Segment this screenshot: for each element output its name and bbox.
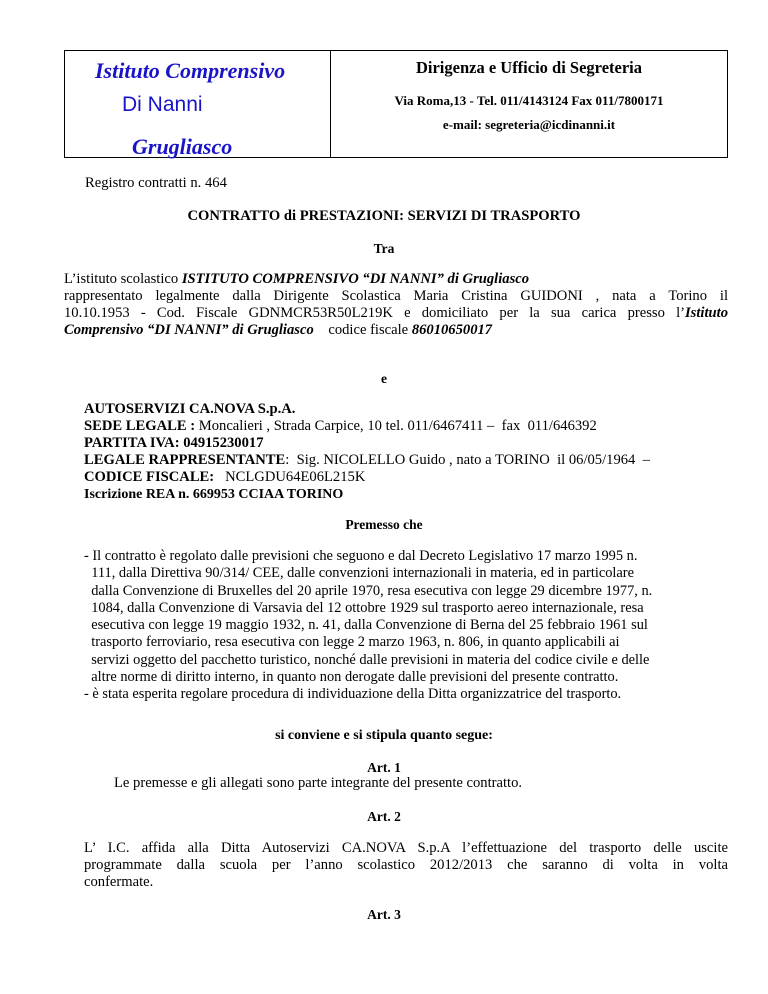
rea-registration: Iscrizione REA n. 669953 CCIAA TORINO — [84, 487, 344, 502]
premesse-line: - Il contratto è regolato dalle previsioni che seguono e dal Decreto Legislativo 17 marzo 1995 n. — [84, 548, 638, 564]
premesse-line: - è stata esperita regolare procedura di individuazione della Ditta organizzatrice del trasporto. — [84, 686, 622, 703]
sede-label: SEDE LEGALE : — [84, 418, 196, 434]
premesse-list — [84, 548, 728, 704]
office-email: e-mail: segreteria@icdinanni.it — [442, 117, 616, 132]
office-address: Via Roma,13 - Tel. 011/4143124 Fax 011/7800171 — [394, 93, 664, 108]
premesse-line: esecutiva con legge 19 maggio 1932, n. 41, dalla Convenzione di Berna del 25 febbraio 1961 sul — [84, 617, 648, 634]
premesso-heading: Premesso che — [345, 517, 423, 532]
legale-label: LEGALE RAPPRESENTANTE — [84, 452, 286, 468]
school-name-line1: Istituto Comprensivo — [95, 58, 286, 83]
e-label: e — [381, 371, 387, 386]
party1-line2: rappresentato legalmente dalla Dirigente Scolastica Maria Cristina GUIDONI , nata a Torino il — [64, 288, 728, 304]
school-name-line2: Di Nanni — [122, 93, 203, 116]
party1-paragraph — [64, 271, 728, 339]
premesse-line: servizi oggetto del pacchetto turistico, nonché dalle previsioni in materia del codice civile e delle — [84, 651, 650, 668]
party1-line4-bold: Comprensivo “DI NANNI” di Grugliasco — [64, 322, 314, 338]
conviene-heading: si conviene e si stipula quanto segue: — [275, 728, 493, 743]
letterhead-box — [64, 50, 728, 158]
legale-value: : Sig. NICOLELLO Guido , nato a TORINO il 06/05/1964 – — [285, 452, 650, 468]
party1-cf-value: 86010650017 — [411, 322, 493, 338]
cf-value: NCLGDU64E06L215K — [214, 469, 366, 485]
party1-line3-bold: Istituto — [685, 305, 728, 321]
school-city: Grugliasco — [132, 134, 233, 159]
premesse-line: dalla Convenzione di Bruxelles del 20 aprile 1970, resa esecutiva con legge 29 dicembre 1977, n. — [84, 582, 653, 599]
registro-number: Registro contratti n. 464 — [85, 175, 227, 191]
party1-line3: 10.10.1953 - Cod. Fiscale GDNMCR53R50L219K e domiciliato per la sua carica presso l’ — [64, 305, 685, 321]
art2-line1: L’ I.C. affida alla Ditta Autoservizi CA.NOVA S.p.A l’effettuazione del trasporto delle uscite — [84, 840, 728, 856]
cf-label: CODICE FISCALE: — [84, 469, 215, 485]
party1-school-name: ISTITUTO COMPRENSIVO “DI NANNI” di Grugliasco — [181, 271, 530, 287]
sede-value: Moncalieri , Strada Carpice, 10 tel. 011/6467411 – fax 011/646392 — [195, 418, 597, 434]
party1-cf-label: codice fiscale — [313, 322, 412, 338]
art2-paragraph — [84, 840, 728, 891]
art2-title: Art. 2 — [367, 809, 401, 824]
premesse-line: altre norme di diritto interno, in quanto non derogate dalle previsioni del presente contratto. — [84, 669, 619, 686]
premesse-line: 111, dalla Direttiva 90/314/ CEE, dalle convenzioni internazionali in materia, ed in particolare — [84, 565, 634, 582]
party1-intro: L’istituto scolastico — [64, 271, 182, 287]
office-info-cell — [331, 51, 727, 157]
premesse-line: 1084, dalla Convenzione di Varsavia del 12 ottobre 1929 sul trasporto aereo internazionale, resa — [84, 599, 644, 616]
party2-block — [84, 401, 728, 503]
art1-title: Art. 1 — [367, 760, 401, 775]
art3-title: Art. 3 — [367, 907, 401, 922]
art2-line3: confermate. — [84, 874, 154, 890]
contract-title: CONTRATTO di PRESTAZIONI: SERVIZI DI TRASPORTO — [187, 208, 581, 224]
tra-label: Tra — [373, 241, 395, 256]
art1-text: Le premesse e gli allegati sono parte integrante del presente contratto. — [114, 775, 523, 791]
premesse-line: trasporto ferroviario, resa esecutiva con legge 2 marzo 1963, n. 806, in quanto applicabili ai — [84, 634, 620, 651]
company-name: AUTOSERVIZI CA.NOVA S.p.A. — [84, 401, 296, 417]
office-title: Dirigenza e Ufficio di Segreteria — [415, 58, 643, 77]
art2-line2: programmate dalla scuola per l’anno scolastico 2012/2013 che saranno di volta in volta — [84, 857, 728, 873]
school-name-cell — [65, 51, 331, 157]
partita-iva: PARTITA IVA: 04915230017 — [84, 435, 264, 451]
